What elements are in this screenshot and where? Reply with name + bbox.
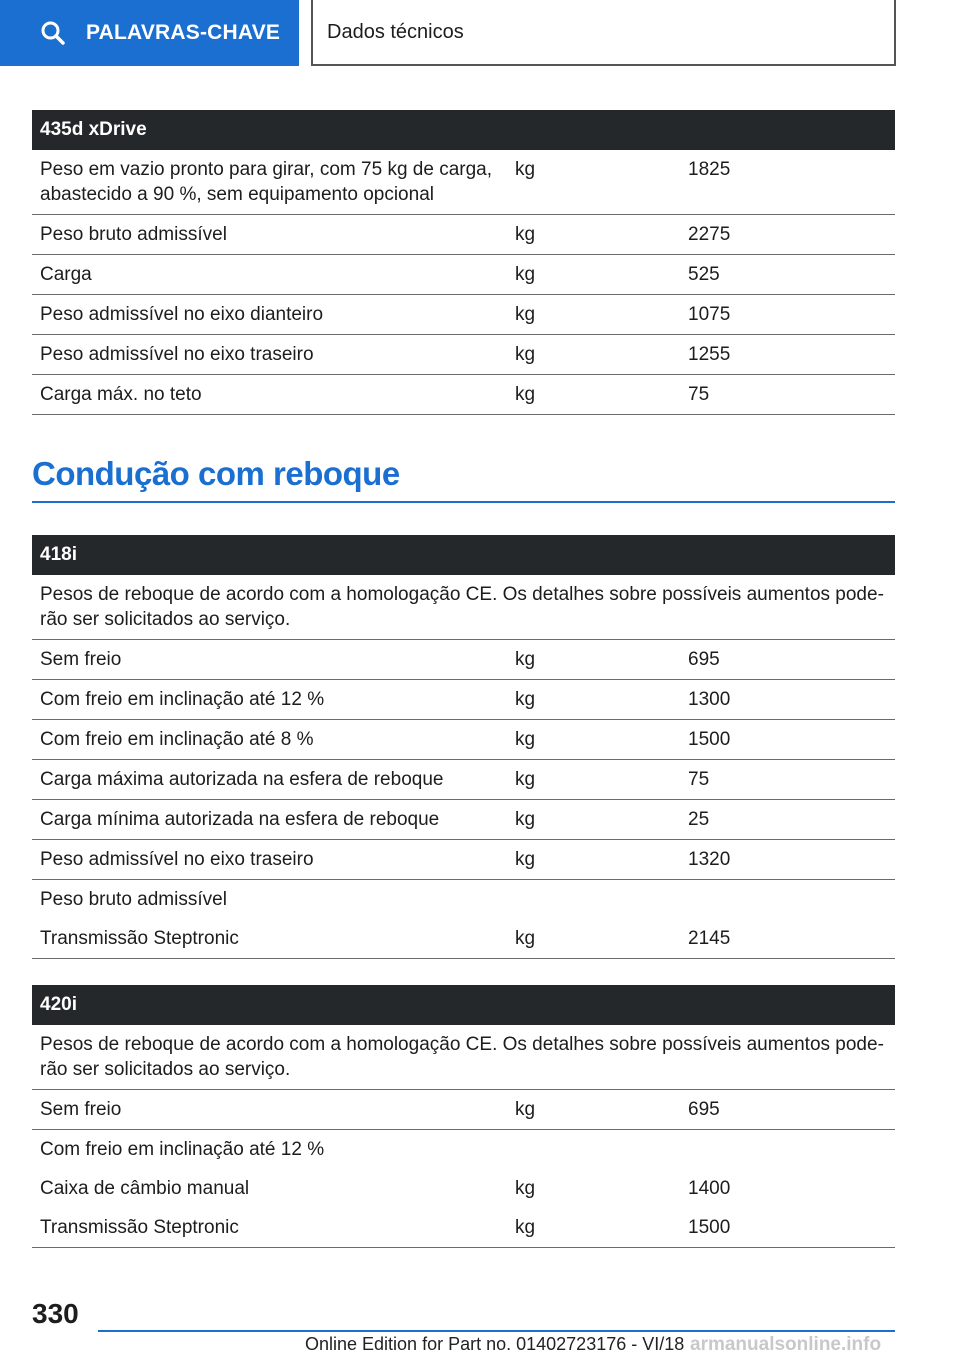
row-value: 695 [688, 1099, 720, 1120]
page-number: 330 [32, 1298, 79, 1329]
row-label: Peso admissível no eixo dianteiro [40, 304, 324, 325]
row-value: 2275 [688, 224, 731, 245]
table-row [32, 760, 895, 800]
row-unit: kg [515, 344, 536, 365]
row-label: Carga máxima autorizada na esfera de reboque [40, 769, 444, 790]
top-bar [0, 0, 960, 66]
row-unit: kg [515, 649, 536, 670]
table-title: 435d xDrive [32, 110, 895, 150]
group-label: Peso bruto admissível [40, 889, 227, 910]
row-unit: kg [515, 384, 536, 405]
row-unit: kg [515, 224, 536, 245]
row-value: 25 [688, 809, 710, 830]
section-heading: Condução com reboque [32, 455, 895, 503]
table-title: 418i [32, 535, 895, 575]
row-unit: kg [515, 689, 536, 710]
watermark: armanualsonline.info [690, 1334, 882, 1355]
keywords-label: PALAVRAS-CHAVE [86, 21, 281, 44]
group-label: Com freio em inclinação até 12 % [40, 1139, 325, 1160]
row-value: 525 [688, 264, 720, 285]
row-value: 1500 [688, 1217, 731, 1238]
table-row [32, 335, 895, 375]
keywords-button[interactable] [0, 0, 299, 66]
table-row [32, 150, 895, 215]
table-row [32, 295, 895, 335]
row-value: 1320 [688, 849, 731, 870]
row-value: 1300 [688, 689, 731, 710]
row-value: 695 [688, 649, 720, 670]
row-label: Sem freio [40, 649, 122, 670]
table-title: 420i [32, 985, 895, 1025]
row-unit: kg [515, 729, 536, 750]
table-note: Pesos de reboque de acordo com a homologação CE. Os detalhes sobre possíveis aumentos pode‐rão ser solicitados ao serviço. [32, 575, 895, 640]
table-row [32, 1208, 895, 1248]
search-icon [40, 20, 66, 46]
table-418i [32, 535, 895, 959]
row-value: 75 [688, 769, 710, 790]
row-label: Caixa de câmbio manual [40, 1178, 250, 1199]
row-value: 2145 [688, 928, 731, 949]
row-label: Carga [40, 264, 92, 285]
table-row [32, 215, 895, 255]
row-unit: kg [515, 928, 536, 949]
row-label: Com freio em inclinação até 12 % [40, 689, 325, 710]
row-label: Transmissão Steptronic [40, 928, 239, 949]
row-label: Com freio em inclinação até 8 % [40, 729, 314, 750]
row-value: 1825 [688, 159, 731, 180]
table-row [32, 680, 895, 720]
row-label: Peso admissível no eixo traseiro [40, 344, 314, 365]
table-group-row [32, 1130, 895, 1169]
row-unit: kg [515, 1217, 536, 1238]
row-unit: kg [515, 1099, 536, 1120]
row-label: Carga máx. no teto [40, 384, 202, 405]
table-row [32, 1090, 895, 1130]
table-group-row [32, 880, 895, 919]
row-label: Peso bruto admissível [40, 224, 227, 245]
row-unit: kg [515, 304, 536, 325]
row-value: 75 [688, 384, 710, 405]
row-value: 1500 [688, 729, 731, 750]
row-label: Peso em vazio pronto para girar, com 75 kg de carga, abastecido a 90 %, sem equipamento opcional [40, 159, 493, 205]
row-value: 1075 [688, 304, 731, 325]
row-unit: kg [515, 849, 536, 870]
row-value: 1255 [688, 344, 731, 365]
row-label: Peso admissível no eixo traseiro [40, 849, 314, 870]
row-unit: kg [515, 809, 536, 830]
table-row [32, 800, 895, 840]
section-title: Dados técnicos [311, 0, 896, 66]
edition-text: Online Edition for Part no. 01402723176 - VI/18 [305, 1334, 685, 1354]
table-row [32, 640, 895, 680]
row-unit: kg [515, 264, 536, 285]
row-label: Sem freio [40, 1099, 122, 1120]
table-row [32, 840, 895, 880]
table-row [32, 919, 895, 959]
row-label: Carga mínima autorizada na esfera de reboque [40, 809, 440, 830]
row-unit: kg [515, 159, 536, 180]
row-value: 1400 [688, 1178, 731, 1199]
table-420i [32, 985, 895, 1248]
table-row [32, 1169, 895, 1208]
row-unit: kg [515, 769, 536, 790]
table-note: Pesos de reboque de acordo com a homologação CE. Os detalhes sobre possíveis aumentos pode‐rão ser solicitados ao serviço. [32, 1025, 895, 1090]
table-row [32, 720, 895, 760]
row-unit: kg [515, 1178, 536, 1199]
row-label: Transmissão Steptronic [40, 1217, 239, 1238]
table-435d [32, 110, 895, 415]
table-row [32, 255, 895, 295]
footer-divider [98, 1330, 895, 1332]
table-row [32, 375, 895, 415]
